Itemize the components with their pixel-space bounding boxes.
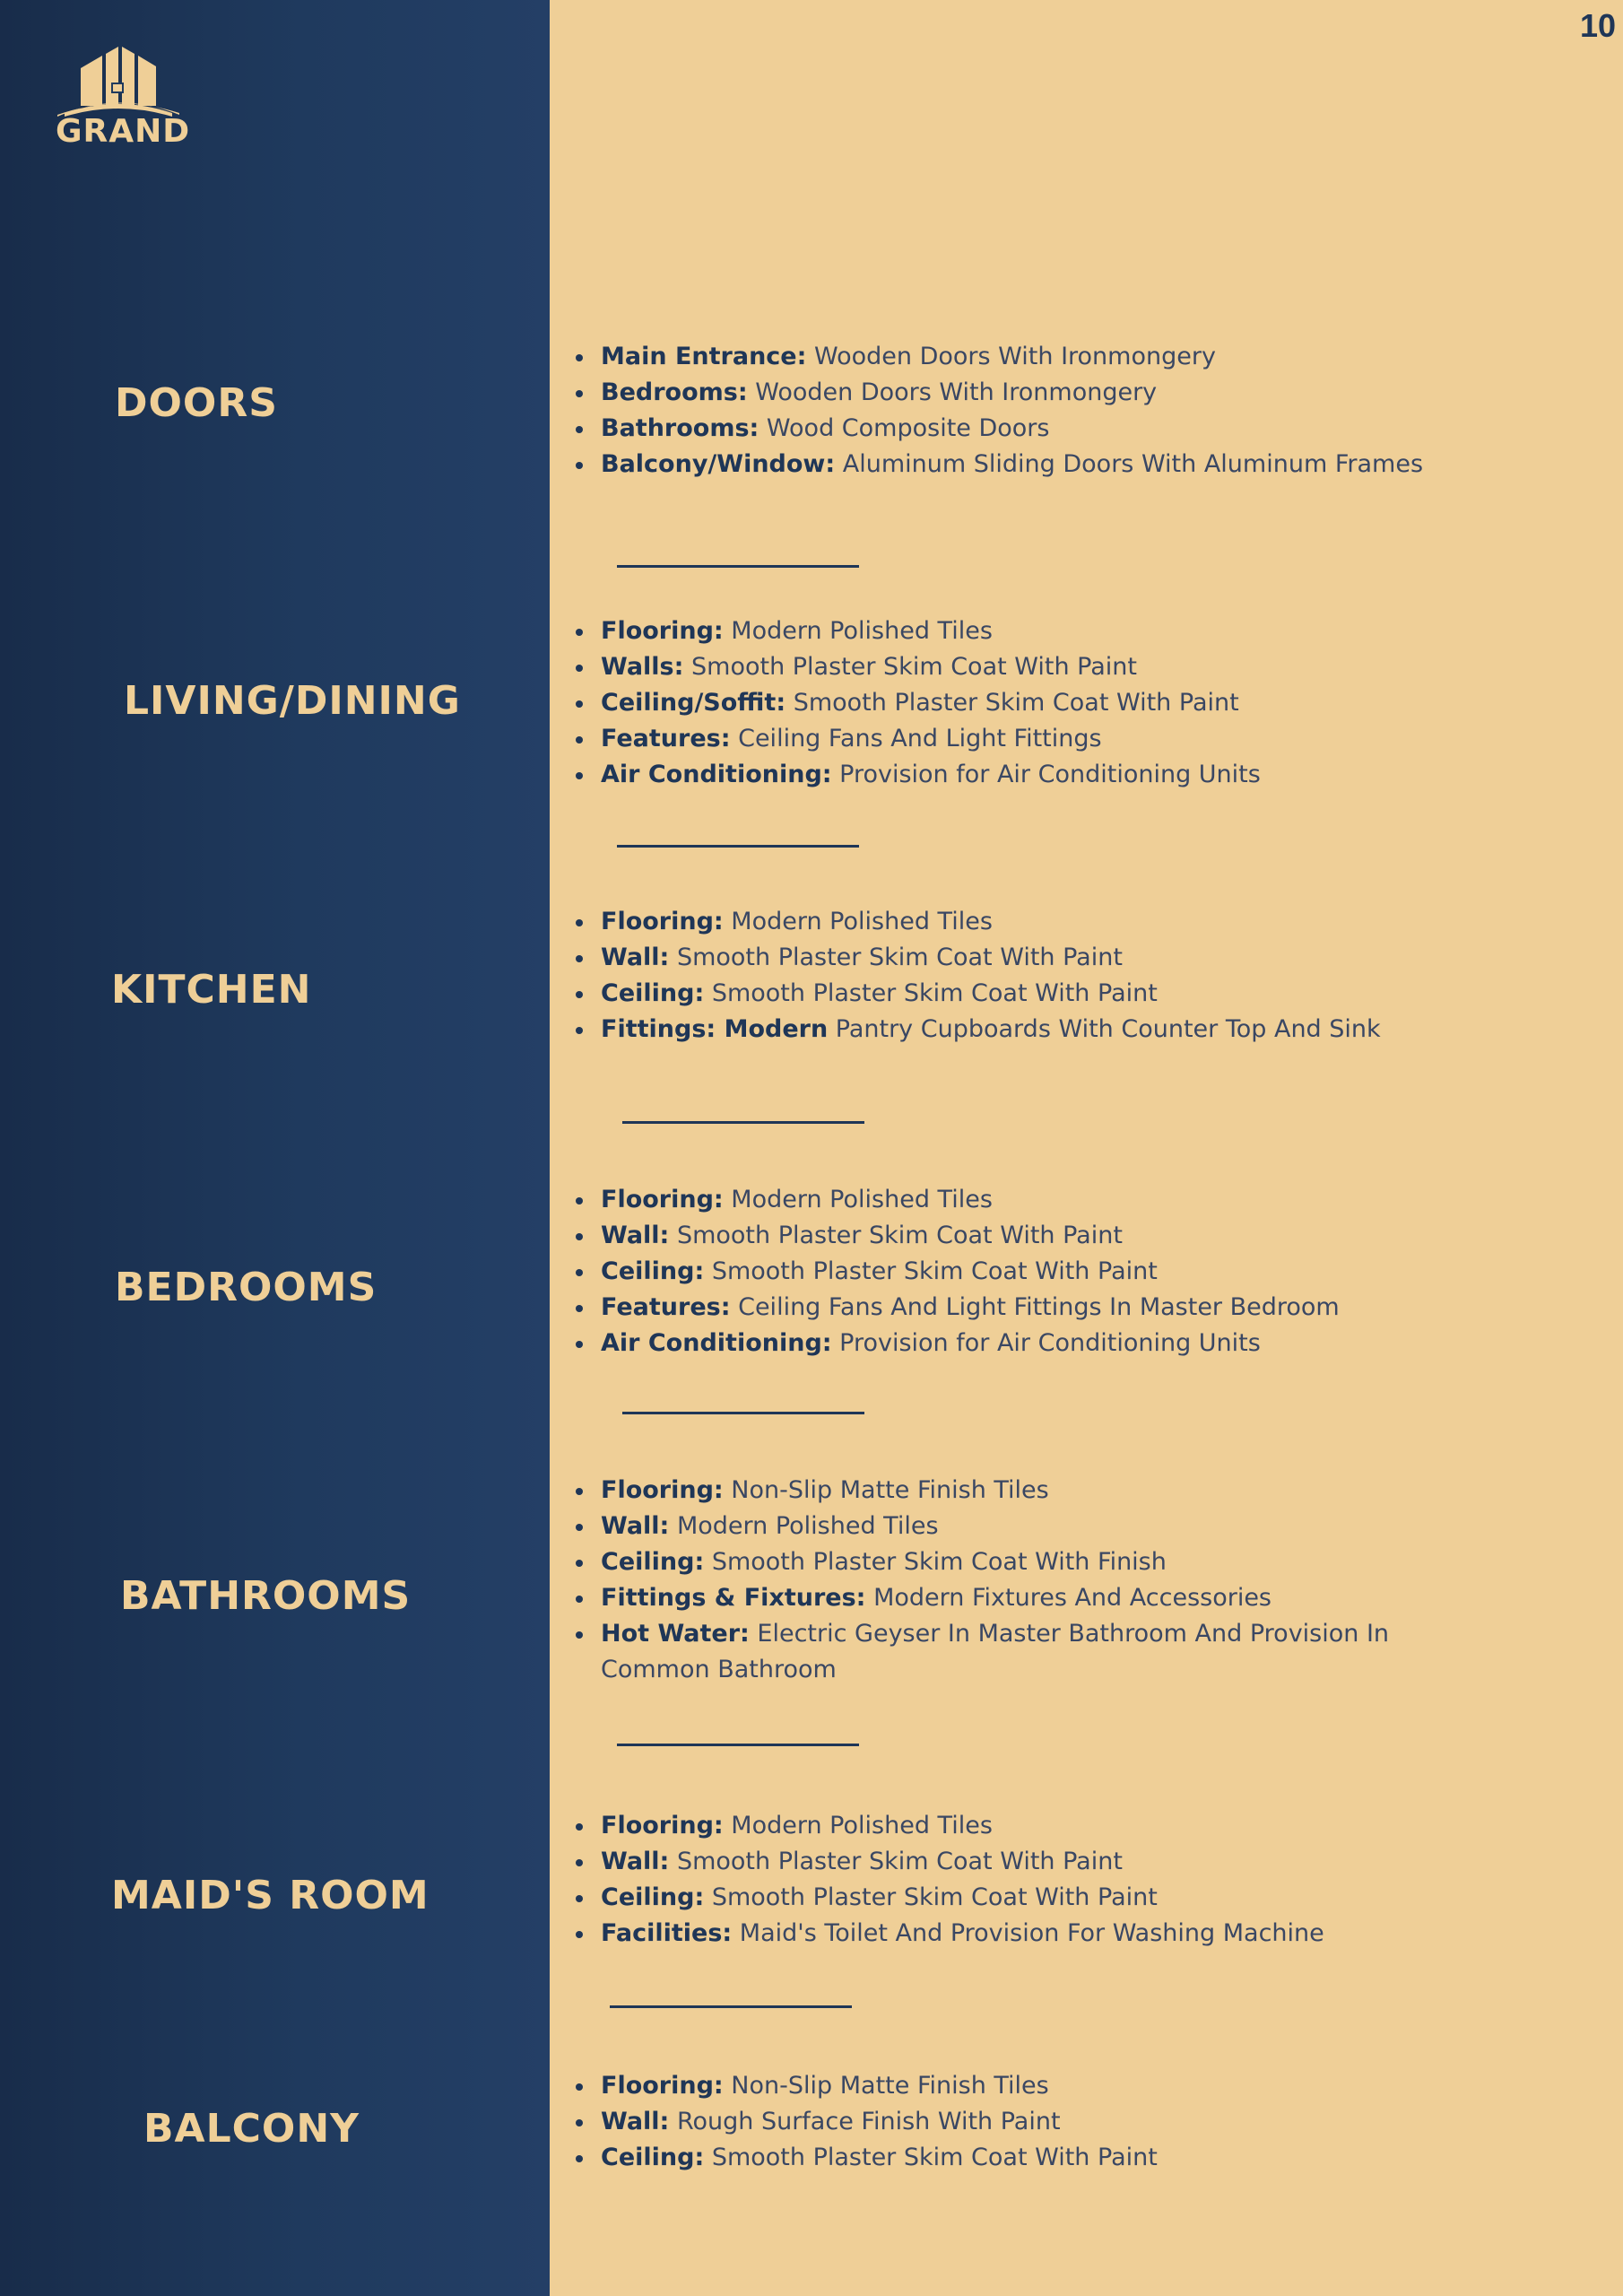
list-item <box>601 1182 1497 1218</box>
list-item <box>601 1509 1497 1544</box>
spec-value: Aluminum Sliding Doors With Aluminum Frames <box>835 450 1424 478</box>
section-divider <box>610 2005 852 2008</box>
section-title-bathrooms: BATHROOMS <box>120 1573 412 1619</box>
list-item <box>601 1326 1497 1361</box>
spec-label: Fittings: Modern <box>601 1015 829 1043</box>
brand-name: GRAND <box>56 113 191 150</box>
spec-value: Modern Polished Tiles <box>669 1512 939 1540</box>
spec-value: Modern Fixtures And Accessories <box>865 1584 1271 1612</box>
list-item <box>601 1844 1497 1880</box>
spec-value: Ceiling Fans And Light Fittings <box>730 725 1102 752</box>
spec-value: Wood Composite Doors <box>759 414 1050 442</box>
spec-value: Maid's Toilet And Provision For Washing Machine <box>732 1919 1324 1947</box>
list-item <box>601 2104 1497 2140</box>
spec-label: Facilities: <box>601 1919 733 1947</box>
spec-label: Features: <box>601 1293 731 1321</box>
list-item <box>601 1880 1497 1916</box>
section-title-living-dining: LIVING/DINING <box>124 678 461 724</box>
spec-label: Hot Water: <box>601 1620 750 1648</box>
spec-label: Wall: <box>601 944 670 971</box>
spec-label: Air Conditioning: <box>601 1329 832 1357</box>
spec-value: Provision for Air Conditioning Units <box>831 761 1261 788</box>
spec-list-balcony <box>565 2068 1497 2176</box>
section-divider <box>622 1412 864 1414</box>
section-title-bedrooms: BEDROOMS <box>115 1265 378 1310</box>
spec-label: Ceiling: <box>601 979 705 1007</box>
section-title-balcony: BALCONY <box>143 2106 360 2152</box>
list-item <box>601 1808 1497 1844</box>
list-item <box>601 1616 1497 1688</box>
spec-list-bathrooms <box>565 1473 1497 1688</box>
spec-value: Modern Polished Tiles <box>723 617 993 645</box>
section-title-doors: DOORS <box>115 380 278 426</box>
spec-value: Wooden Doors With Ironmongery <box>806 343 1216 370</box>
spec-value: Non-Slip Matte Finish Tiles <box>723 1476 1049 1504</box>
list-item <box>601 613 1497 649</box>
section-divider <box>617 1744 859 1746</box>
spec-value: Smooth Plaster Skim Coat With Paint <box>669 944 1123 971</box>
spec-label: Balcony/Window: <box>601 450 836 478</box>
spec-label: Air Conditioning: <box>601 761 832 788</box>
list-item <box>601 375 1497 411</box>
spec-value: Smooth Plaster Skim Coat With Finish <box>704 1548 1167 1576</box>
list-item <box>601 411 1497 447</box>
spec-label: Ceiling: <box>601 1548 705 1576</box>
spec-label: Fittings & Fixtures: <box>601 1584 866 1612</box>
brand-logo <box>56 43 191 151</box>
spec-value: Modern Polished Tiles <box>723 1186 993 1213</box>
list-item <box>601 1473 1497 1509</box>
list-item <box>601 976 1497 1012</box>
list-item <box>601 447 1497 483</box>
spec-value: Smooth Plaster Skim Coat With Paint <box>704 1883 1158 1911</box>
spec-value: Modern Polished Tiles <box>723 1812 993 1839</box>
list-item <box>601 649 1497 685</box>
page-number: 10 <box>1579 7 1616 44</box>
spec-value: Smooth Plaster Skim Coat With Paint <box>669 1222 1123 1249</box>
spec-list-maids-room <box>565 1808 1497 1952</box>
spec-label: Wall: <box>601 1512 670 1540</box>
spec-label: Walls: <box>601 653 684 681</box>
list-item <box>601 904 1497 940</box>
spec-value: Electric Geyser In Master Bathroom And Provision In Common Bathroom <box>601 1620 1390 1683</box>
spec-label: Flooring: <box>601 2072 724 2100</box>
list-item <box>601 2140 1497 2176</box>
spec-label: Main Entrance: <box>601 343 807 370</box>
spec-value: Smooth Plaster Skim Coat With Paint <box>669 1848 1123 1875</box>
list-item <box>601 1544 1497 1580</box>
spec-label: Wall: <box>601 1222 670 1249</box>
list-item <box>601 685 1497 721</box>
section-title-kitchen: KITCHEN <box>111 967 312 1013</box>
spec-value: Modern Polished Tiles <box>723 908 993 935</box>
list-item <box>601 721 1497 757</box>
spec-value: Smooth Plaster Skim Coat With Paint <box>683 653 1137 681</box>
spec-label: Ceiling: <box>601 1257 705 1285</box>
spec-value: Smooth Plaster Skim Coat With Paint <box>704 2144 1158 2171</box>
spec-label: Flooring: <box>601 908 724 935</box>
section-divider <box>617 565 859 568</box>
list-item <box>601 1012 1497 1048</box>
spec-label: Ceiling: <box>601 2144 705 2171</box>
spec-label: Wall: <box>601 1848 670 1875</box>
list-item <box>601 1218 1497 1254</box>
spec-value: Smooth Plaster Skim Coat With Paint <box>704 1257 1158 1285</box>
spec-value: Smooth Plaster Skim Coat With Paint <box>785 689 1239 717</box>
list-item <box>601 1580 1497 1616</box>
spec-value: Provision for Air Conditioning Units <box>831 1329 1261 1357</box>
spec-label: Bedrooms: <box>601 378 748 406</box>
section-title-maids-room: MAID'S ROOM <box>111 1873 430 1918</box>
spec-label: Bathrooms: <box>601 414 759 442</box>
section-divider <box>617 845 859 848</box>
spec-value: Smooth Plaster Skim Coat With Paint <box>704 979 1158 1007</box>
spec-value: Pantry Cupboards With Counter Top And Sink <box>828 1015 1381 1043</box>
spec-label: Flooring: <box>601 1476 724 1504</box>
list-item <box>601 1254 1497 1290</box>
list-item <box>601 339 1497 375</box>
spec-value: Ceiling Fans And Light Fittings In Master Bedroom <box>730 1293 1340 1321</box>
section-divider <box>622 1121 864 1124</box>
spec-label: Wall: <box>601 2108 670 2135</box>
building-icon <box>56 43 181 117</box>
spec-list-doors <box>565 339 1497 483</box>
spec-label: Flooring: <box>601 617 724 645</box>
list-item <box>601 2068 1497 2104</box>
spec-list-kitchen <box>565 904 1497 1048</box>
list-item <box>601 1290 1497 1326</box>
spec-label: Features: <box>601 725 731 752</box>
list-item <box>601 1916 1497 1952</box>
sidebar-panel <box>0 0 550 2296</box>
spec-label: Flooring: <box>601 1812 724 1839</box>
spec-label: Ceiling: <box>601 1883 705 1911</box>
spec-label: Flooring: <box>601 1186 724 1213</box>
spec-value: Rough Surface Finish With Paint <box>669 2108 1061 2135</box>
spec-label: Ceiling/Soffit: <box>601 689 786 717</box>
spec-value: Wooden Doors With Ironmongery <box>747 378 1158 406</box>
spec-list-bedrooms <box>565 1182 1497 1361</box>
list-item <box>601 940 1497 976</box>
spec-list-living-dining <box>565 613 1497 793</box>
list-item <box>601 757 1497 793</box>
spec-value: Non-Slip Matte Finish Tiles <box>723 2072 1049 2100</box>
